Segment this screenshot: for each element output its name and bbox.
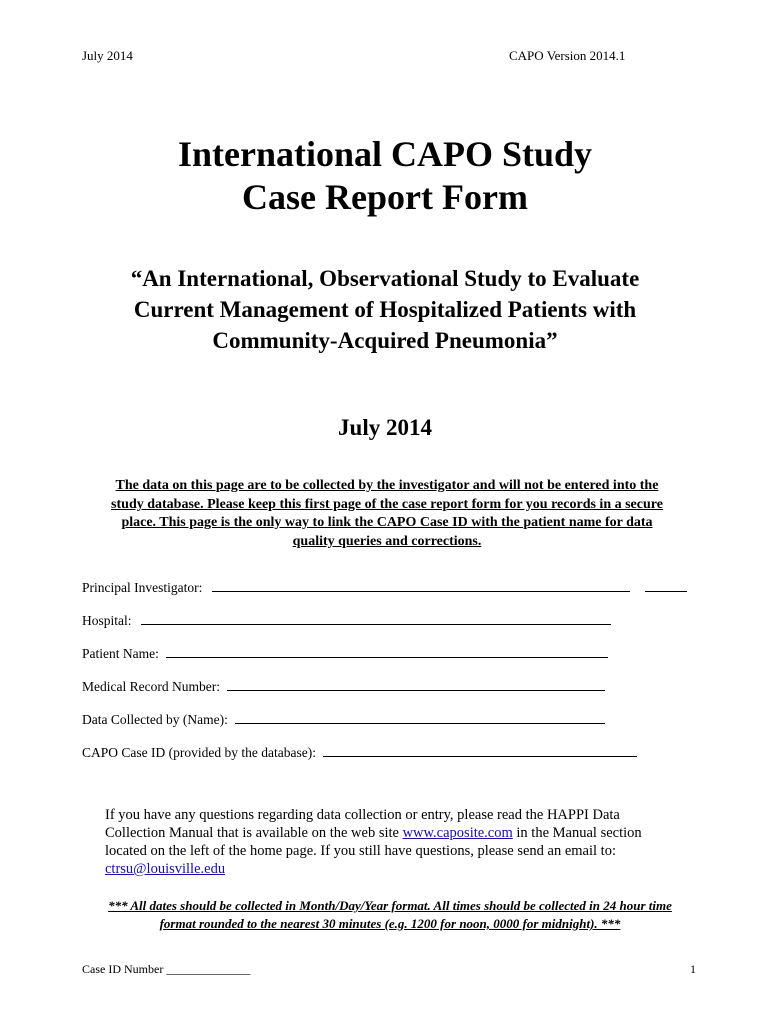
medical-record-number-input[interactable] [227, 679, 605, 691]
header-date: July 2014 [82, 48, 133, 63]
data-collected-by-row [82, 712, 605, 728]
patient-name-label: Patient Name: [82, 646, 159, 661]
help-line1: If you have any questions regarding data collection or entry, please read the HAPPI Data [105, 807, 620, 823]
investigator-notice [84, 477, 690, 551]
help-line2-pre: Collection Manual that is available on the web site [105, 825, 403, 841]
header-version: CAPO Version 2014.1 [509, 48, 626, 63]
help-line2-post: in the Manual section [512, 825, 642, 841]
capo-case-id-row [82, 745, 637, 761]
data-collected-by-label: Data Collected by (Name): [82, 712, 228, 727]
subtitle-line2: Current Management of Hospitalized Patients with [133, 297, 637, 322]
capo-case-id-label: CAPO Case ID (provided by the database): [82, 745, 316, 760]
principal-investigator-extra-input[interactable] [645, 580, 687, 592]
medical-record-number-row [82, 679, 605, 695]
format-note-line2: format rounded to the nearest 30 minutes (e.g. 1200 for noon, 0000 for midnight). *** [159, 916, 621, 931]
website-link[interactable]: www.caposite.com [402, 825, 513, 841]
page-title-line2: Case Report Form [242, 177, 528, 217]
notice-line2: study database. Please keep this first page of the case report form for you records in a secure [111, 496, 663, 512]
study-subtitle [0, 263, 770, 356]
help-line2 [105, 824, 705, 842]
hospital-input[interactable] [141, 613, 611, 625]
principal-investigator-label: Principal Investigator: [82, 580, 203, 595]
hospital-label: Hospital: [82, 613, 132, 628]
report-date: July 2014 [338, 415, 432, 440]
subtitle-line3: Community-Acquired Pneumonia” [212, 328, 558, 353]
footer-case-id-blank[interactable]: ______________ [166, 962, 251, 976]
medical-record-number-label: Medical Record Number: [82, 679, 220, 694]
email-link[interactable]: ctrsu@louisville.edu [105, 861, 226, 877]
help-paragraph [105, 806, 705, 878]
format-note [60, 897, 720, 933]
page-number: 1 [690, 962, 696, 976]
format-note-line1: *** All dates should be collected in Month/Day/Year format. All times should be collected in 24 hour time [108, 898, 672, 913]
footer-case-id [82, 962, 250, 977]
notice-line3: place. This page is the only way to link the CAPO Case ID with the patient name for data [121, 515, 653, 530]
principal-investigator-input[interactable] [212, 580, 630, 592]
notice-line1: The data on this page are to be collected by the investigator and will not be entered into the [115, 478, 659, 493]
page-title: International CAPO Study [177, 134, 593, 174]
notice-line4: quality queries and corrections. [292, 533, 482, 549]
principal-investigator-row [82, 580, 687, 596]
data-collected-by-input[interactable] [235, 712, 605, 724]
subtitle-line1: “An International, Observational Study to Evaluate [130, 266, 640, 291]
help-line3: located on the left of the home page. If you still have questions, please send an email to: [105, 843, 616, 859]
capo-case-id-input[interactable] [323, 745, 637, 757]
hospital-row [82, 613, 611, 629]
patient-name-input[interactable] [166, 646, 608, 658]
patient-name-row [82, 646, 608, 662]
footer-case-id-label: Case ID Number [82, 962, 164, 976]
